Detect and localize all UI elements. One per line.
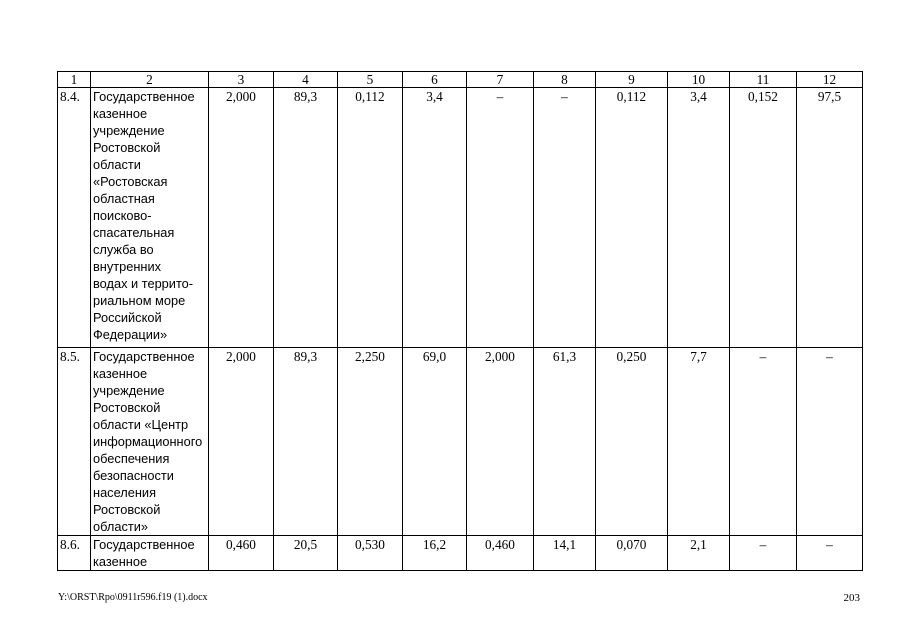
- value-cell: –: [730, 536, 797, 571]
- value-cell: 0,112: [596, 88, 668, 348]
- table-row: [58, 536, 863, 571]
- header-cell: 11: [730, 72, 797, 88]
- header-cell: 9: [596, 72, 668, 88]
- institution-name: Государственное казенное учреждение Ростовской области «Ростовская областная поисково- спасательная служба во внутренних водах и террито- риальном море Российской Федерации»: [91, 88, 209, 348]
- value-cell: 0,070: [596, 536, 668, 571]
- value-cell: 0,112: [338, 88, 403, 348]
- row-number: 8.6.: [58, 536, 91, 571]
- header-cell: 5: [338, 72, 403, 88]
- value-cell: –: [467, 88, 534, 348]
- value-cell: 14,1: [534, 536, 596, 571]
- institution-name: Государственное казенное учреждение Ростовской области «Центр информационного обеспечения безопасности населения Ростовской области»: [91, 348, 209, 536]
- header-cell: 3: [209, 72, 274, 88]
- page-number: 203: [843, 592, 860, 604]
- institution-name: Государственное казенное: [91, 536, 209, 571]
- header-cell: 8: [534, 72, 596, 88]
- value-cell: 2,000: [467, 348, 534, 536]
- value-cell: 89,3: [274, 88, 338, 348]
- header-cell: 12: [797, 72, 863, 88]
- value-cell: –: [797, 348, 863, 536]
- value-cell: 2,250: [338, 348, 403, 536]
- row-number: 8.5.: [58, 348, 91, 536]
- header-cell: 1: [58, 72, 91, 88]
- value-cell: 2,000: [209, 348, 274, 536]
- value-cell: 20,5: [274, 536, 338, 571]
- header-cell: 2: [91, 72, 209, 88]
- header-cell: 6: [403, 72, 467, 88]
- table-body: [58, 88, 863, 571]
- value-cell: 69,0: [403, 348, 467, 536]
- table-header: [58, 72, 863, 88]
- value-cell: 0,152: [730, 88, 797, 348]
- value-cell: –: [797, 536, 863, 571]
- data-table: [57, 71, 863, 571]
- table-row: [58, 348, 863, 536]
- value-cell: 2,1: [668, 536, 730, 571]
- header-cell: 10: [668, 72, 730, 88]
- value-cell: 89,3: [274, 348, 338, 536]
- value-cell: 0,460: [209, 536, 274, 571]
- value-cell: 97,5: [797, 88, 863, 348]
- value-cell: 61,3: [534, 348, 596, 536]
- row-number: 8.4.: [58, 88, 91, 348]
- value-cell: 7,7: [668, 348, 730, 536]
- value-cell: 3,4: [403, 88, 467, 348]
- header-cell: 7: [467, 72, 534, 88]
- footer-file-path: Y:\ORST\Rpo\0911r596.f19 (1).docx: [58, 592, 208, 603]
- value-cell: 0,530: [338, 536, 403, 571]
- value-cell: 0,460: [467, 536, 534, 571]
- value-cell: 2,000: [209, 88, 274, 348]
- header-row: [58, 72, 863, 88]
- value-cell: 3,4: [668, 88, 730, 348]
- value-cell: –: [730, 348, 797, 536]
- value-cell: 0,250: [596, 348, 668, 536]
- value-cell: –: [534, 88, 596, 348]
- header-cell: 4: [274, 72, 338, 88]
- value-cell: 16,2: [403, 536, 467, 571]
- table-row: [58, 88, 863, 348]
